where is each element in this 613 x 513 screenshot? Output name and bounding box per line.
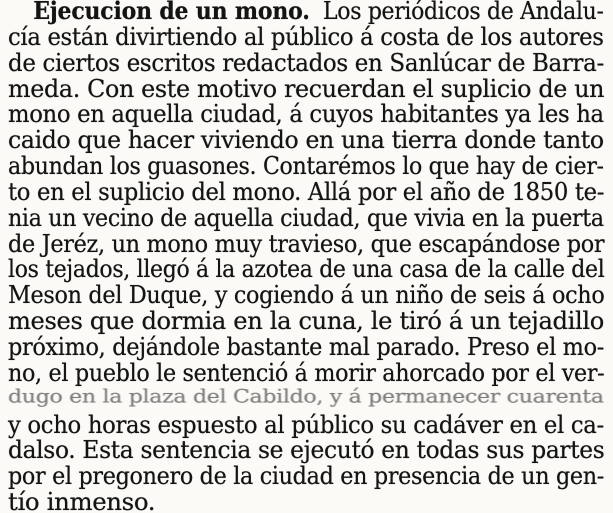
article-line: tío inmenso. bbox=[8, 487, 156, 513]
article-line: de ciertos escritos redactados en Sanlúcar de Barra- bbox=[8, 47, 604, 77]
article-line: to en el suplicio del mono. Allá por el año de 1850 te- bbox=[8, 176, 605, 206]
article-line: cía están divirtiendo al público á costa de los autores bbox=[8, 21, 604, 51]
article-body bbox=[8, 0, 604, 513]
article-line: caido que hacer viviendo en una tierra donde tanto bbox=[8, 125, 604, 155]
article-line-smudged: dugo en la plaza del Cabildo, y á permanecer cuarenta bbox=[8, 384, 604, 407]
article-line: Meson del Duque, y cogiendo á un niño de seis á ocho bbox=[8, 280, 605, 310]
article-line: Los periódicos de Andalu- bbox=[323, 0, 604, 25]
article-line: de Jeréz, un mono muy travieso, que escapándose por bbox=[8, 228, 605, 258]
article-line: meses que dormia en la cuna, le tiró á un tejadillo bbox=[8, 306, 604, 336]
article-heading: Ejecucion de un mono. bbox=[33, 0, 310, 25]
article-line: los tejados, llegó á la azotea de una casa de la calle del bbox=[8, 254, 605, 284]
article-line: abundan los guasones. Contarémos lo que hay de cier- bbox=[8, 151, 604, 181]
article-line: dalso. Esta sentencia se ejecutó en todas sus partes bbox=[8, 435, 605, 465]
article-line: y ocho horas espuesto al público su cadáver en el ca- bbox=[8, 409, 604, 439]
article-line: por el pregonero de la ciudad en presencia de un gen- bbox=[8, 461, 604, 491]
article-line: nia un vecino de aquella ciudad, que vivia en la puerta bbox=[8, 202, 604, 232]
article-first-line bbox=[8, 0, 604, 25]
article-line: próximo, dejándole bastante mal parado. Preso el mo- bbox=[8, 331, 604, 361]
article-line: no, el pueblo le sentenció á morir ahorcado por el ver- bbox=[8, 357, 605, 387]
article-line: mono en aquella ciudad, á cuyos habitantes ya les ha bbox=[8, 99, 604, 129]
article-line: meda. Con este motivo recuerdan el suplicio de un bbox=[8, 73, 605, 103]
